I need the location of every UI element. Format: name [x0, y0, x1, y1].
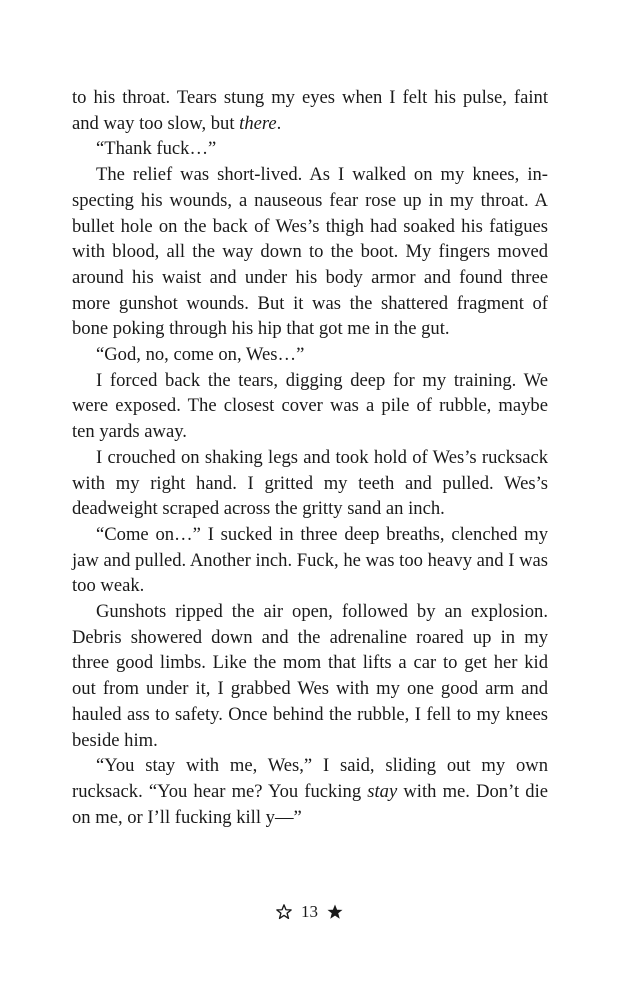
paragraph — [72, 85, 548, 136]
paragraph — [72, 162, 548, 342]
italic-text: there — [239, 112, 277, 134]
text-run: with me. Don’t die on me, or I’ll fucking kill y—” — [72, 780, 548, 828]
text-run: “God, no, come on, Wes…” — [96, 344, 305, 366]
text-run: “You stay with me, Wes,” I said, sliding out my own rucksack. “You hear me? You fucking — [72, 755, 548, 802]
text-run: “Come on…” I sucked in three deep breaths, clenched my jaw and pulled. Another inch. Fuck, he was too heavy and I was too weak. — [72, 523, 548, 597]
outline-star-icon — [275, 903, 293, 921]
body-text — [72, 85, 548, 830]
text-run: I forced back the tears, digging deep for my training. We were exposed. The closest cover was a pile of rubble, maybe ten yards away. — [72, 369, 548, 443]
paragraph — [72, 136, 548, 162]
text-run: Gunshots ripped the air open, followed by an explosion. Debris showered down and the adrenaline roared up in my three good limbs. Like the mom that lifts a car to get her kid out from under it, I grabbed Wes with my one good arm and hauled ass to safety. Once behind the rubble, I fell to my knees beside him. — [72, 601, 548, 751]
paragraph — [72, 522, 548, 599]
italic-text: stay — [367, 780, 398, 802]
paragraph — [72, 445, 548, 522]
text-run: . — [276, 112, 282, 134]
paragraph — [72, 599, 548, 753]
text-run: I crouched on shaking legs and took hold of Wes’s rucksack with my right hand. I gritted my teeth and pulled. Wes’s deadweight scraped across the gritty sand an inch. — [72, 446, 548, 520]
filled-star-icon — [326, 903, 344, 921]
paragraph — [72, 753, 548, 830]
text-run: The relief was short-lived. As I walked on my knees, inspecting his wounds, a nauseous fear rose up in my throat. A bullet hole on the back of Wes’s thigh had soaked his fatigues with blood, all the way down to the boot. My fingers moved around his waist and under his body armor and found three more gunshot wounds. But it was the shattered fragment of bone poking through his hip that got me in the gut. — [72, 164, 548, 340]
page-number: 13 — [301, 902, 318, 921]
text-run: “Thank fuck…” — [96, 138, 217, 160]
paragraph — [72, 368, 548, 445]
paragraph — [72, 342, 548, 368]
text-run: to his throat. Tears stung my eyes when I felt his pulse, faint and way too slow, but — [72, 87, 548, 134]
page-footer — [0, 899, 619, 925]
